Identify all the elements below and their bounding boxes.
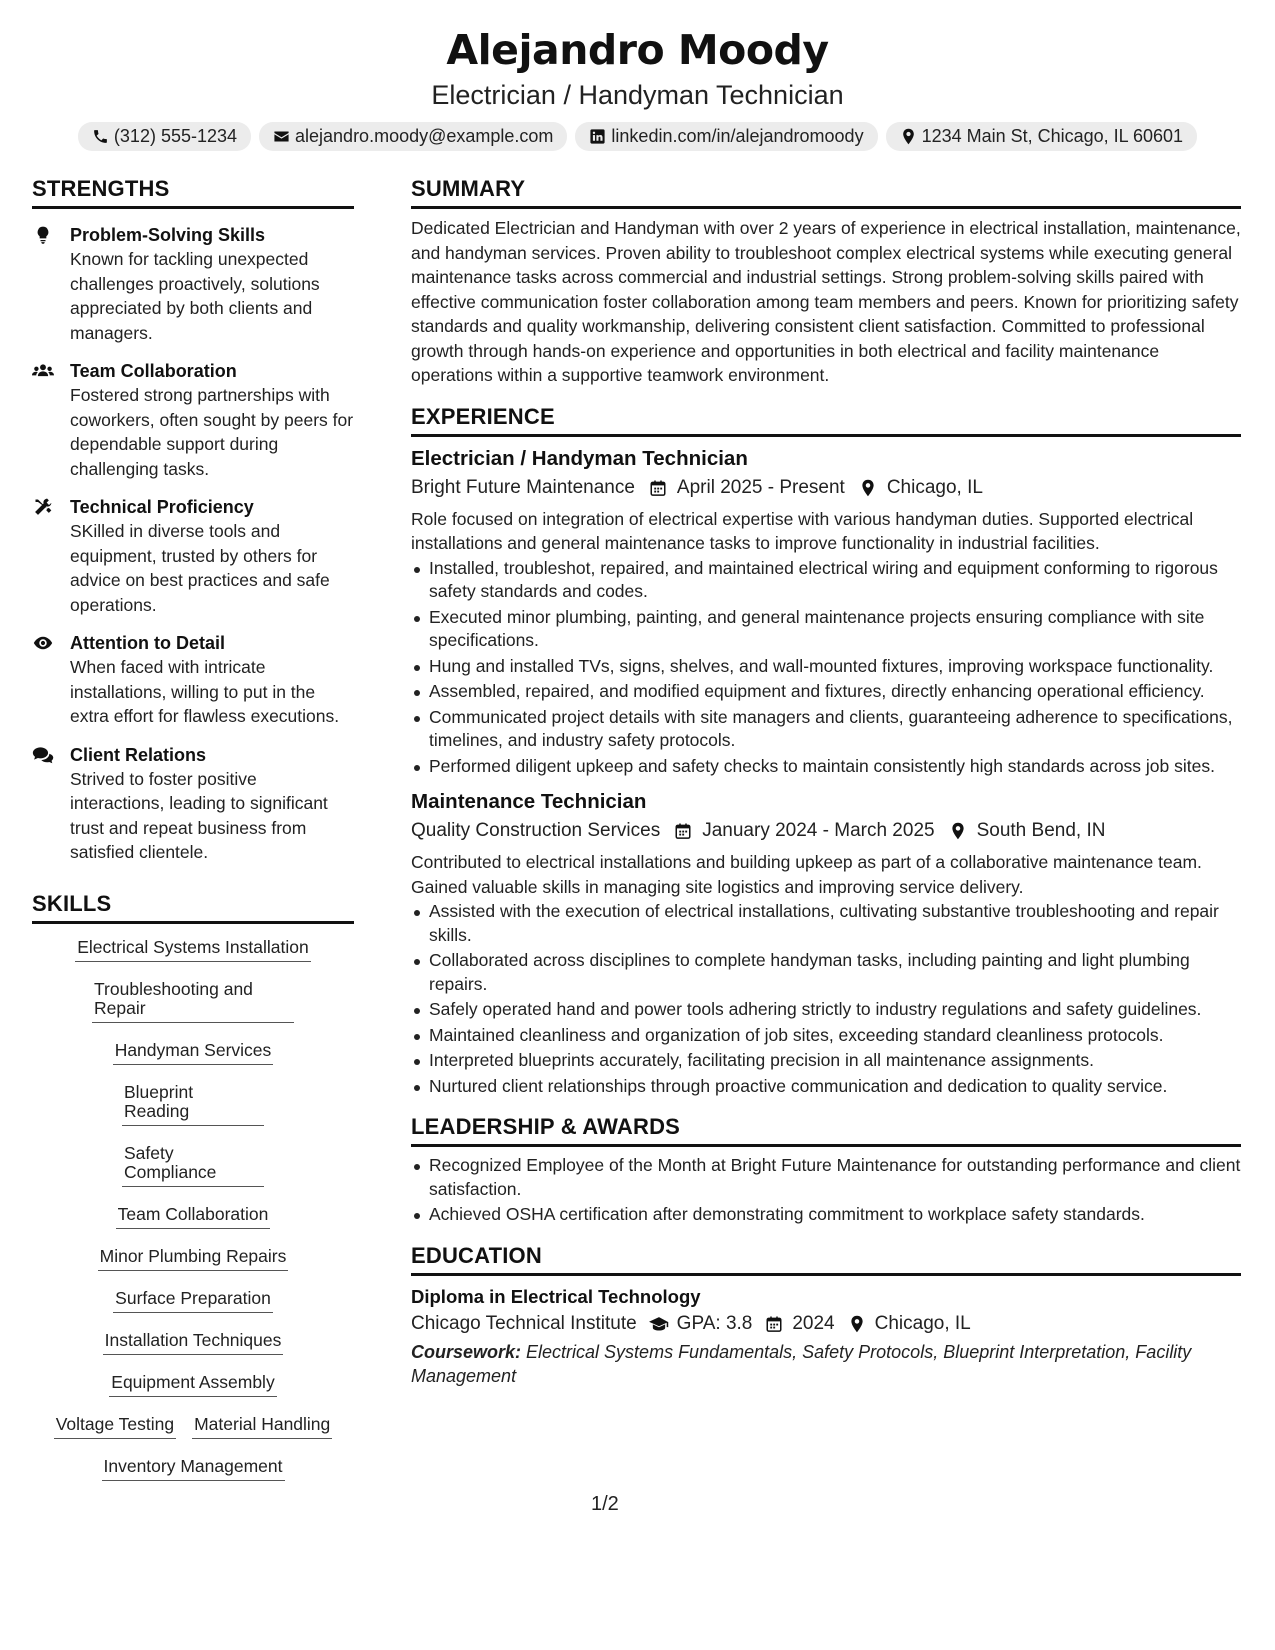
- strength-title: Team Collaboration: [70, 361, 237, 381]
- skill-tag: Voltage Testing: [54, 1411, 176, 1439]
- candidate-name: Alejandro Moody: [446, 26, 829, 74]
- education-school: Chicago Technical Institute: [411, 1312, 637, 1334]
- map-marker-icon: [900, 128, 917, 145]
- linkedin-icon: [589, 128, 606, 145]
- comments-icon: [32, 745, 54, 765]
- bullet-item: Executed minor plumbing, painting, and general maintenance projects ensuring compliance with site specifications.: [411, 606, 1241, 653]
- skills-list: [32, 934, 354, 1495]
- bullet-item: Assembled, repaired, and modified equipment and fixtures, directly enhancing operational efficiency.: [411, 680, 1241, 704]
- job-bullets: [411, 557, 1241, 779]
- map-marker-icon: [949, 822, 967, 840]
- skill-tag: Handyman Services: [113, 1037, 274, 1065]
- strength-item: [32, 743, 354, 865]
- resume-header: [0, 0, 1275, 151]
- phone-text: (312) 555-1234: [113, 126, 238, 146]
- skill-tag: Blueprint Reading: [122, 1079, 264, 1126]
- skill-tag: Electrical Systems Installation: [75, 934, 310, 962]
- job-dates: April 2025 - Present: [676, 476, 845, 498]
- contact-phone[interactable]: [78, 122, 251, 151]
- skill-tag: Inventory Management: [102, 1453, 285, 1481]
- bullet-item: Maintained cleanliness and organization of job sites, exceeding standard cleanliness protocols.: [411, 1024, 1241, 1048]
- job-meta: [411, 816, 1241, 846]
- job-title: Maintenance Technician: [411, 790, 647, 813]
- skill-tag: Equipment Assembly: [109, 1369, 276, 1397]
- strength-title: Attention to Detail: [70, 633, 225, 653]
- coursework-label: Coursework:: [411, 1341, 522, 1362]
- skills-heading: SKILLS: [32, 891, 354, 924]
- job-title: Electrician / Handyman Technician: [411, 446, 748, 470]
- coursework-text: Electrical Systems Fundamentals, Safety Protocols, Blueprint Interpretation, Facility Management: [411, 1341, 1192, 1386]
- strength-title: Client Relations: [70, 744, 207, 765]
- education-gpa: GPA: 3.8: [676, 1312, 753, 1334]
- contact-address[interactable]: [886, 122, 1198, 151]
- linkedin-text: linkedin.com/in/alejandromoody: [611, 126, 864, 146]
- bullet-item: Nurtured client relationships through proactive communication and dedication to quality service.: [411, 1075, 1241, 1099]
- bullet-item: Interpreted blueprints accurately, facilitating precision in all maintenance assignments.: [411, 1049, 1241, 1073]
- strength-desc: When faced with intricate installations, willing to put in the extra effort for flawless executions.: [70, 657, 340, 726]
- calendar-icon: [764, 1315, 784, 1333]
- strength-desc: Known for tackling unexpected challenges proactively, solutions appreciated by both clients and managers.: [70, 249, 320, 343]
- education-degree: Diploma in Electrical Technology: [411, 1285, 701, 1307]
- strength-item: [32, 223, 354, 345]
- left-column: [32, 176, 354, 1495]
- lightbulb-icon: [32, 225, 54, 245]
- bullet-item: Assisted with the execution of electrical installations, cultivating substantive troubleshooting and repair skills.: [411, 900, 1241, 947]
- tools-icon: [32, 497, 54, 517]
- bullet-item: Recognized Employee of the Month at Bright Future Maintenance for outstanding performance and client satisfaction.: [411, 1154, 1241, 1201]
- envelope-icon: [273, 128, 290, 145]
- contact-bar: [0, 122, 1275, 151]
- skill-tag: Safety Compliance: [122, 1140, 264, 1187]
- strength-desc: SKilled in diverse tools and equipment, trusted by others for advice on best practices and safe operations.: [70, 521, 330, 615]
- job-entry: [411, 445, 1241, 779]
- summary-text: Dedicated Electrician and Handyman with over 2 years of experience in electrical installation, maintenance, and handyman services. Proven ability to troubleshoot complex electrical systems while executing general maintenance tasks across commercial and industrial settings. Strong problem-solving skills paired with effective communication foster collaboration among team members and peers. Known for prioritizing safety standards and quality workmanship, delivering consistent client satisfaction. Committed to professional growth through hands-on experience and opportunities in both electrical and facility maintenance operations within a supportive teamwork environment.: [411, 218, 1241, 385]
- job-bullets: [411, 900, 1241, 1098]
- skill-tag: Minor Plumbing Repairs: [98, 1243, 289, 1271]
- strength-title: Technical Proficiency: [70, 497, 254, 517]
- map-marker-icon: [847, 1315, 867, 1333]
- skill-tag: Installation Techniques: [103, 1327, 284, 1355]
- graduation-cap-icon: [649, 1315, 669, 1333]
- email-text: alejandro.moody@example.com: [295, 126, 554, 146]
- job-meta: [411, 473, 1241, 503]
- phone-icon: [92, 128, 109, 145]
- skills-section: [32, 891, 354, 1495]
- education-heading: EDUCATION: [411, 1243, 1241, 1276]
- strength-item: [32, 359, 354, 481]
- bullet-item: Communicated project details with site managers and clients, guaranteeing adherence to specifications, timelines, and industry safety protocols.: [411, 706, 1241, 753]
- leadership-bullets: [411, 1154, 1241, 1227]
- bullet-item: Performed diligent upkeep and safety checks to maintain consistently high standards across job sites.: [411, 755, 1241, 779]
- bullet-item: Hung and installed TVs, signs, shelves, and wall-mounted fixtures, improving workspace functionality.: [411, 655, 1241, 679]
- page-number: 1/2: [591, 1493, 619, 1515]
- calendar-icon: [649, 479, 667, 497]
- job-desc: Role focused on integration of electrical expertise with various handyman duties. Supported electrical installations and general maintenance tasks to improve functionality in industrial facilities.: [411, 508, 1194, 553]
- eye-icon: [32, 633, 54, 653]
- education-location: Chicago, IL: [874, 1312, 971, 1334]
- education-meta: [411, 1310, 1241, 1338]
- leadership-heading: LEADERSHIP & AWARDS: [411, 1114, 1241, 1147]
- bullet-item: Installed, troubleshot, repaired, and maintained electrical wiring and equipment conforming to rigorous safety standards and codes.: [411, 557, 1241, 604]
- right-column: [411, 176, 1241, 1495]
- strengths-heading: STRENGTHS: [32, 176, 354, 209]
- strength-desc: Fostered strong partnerships with coworkers, often sought by peers for dependable support during challenging tasks.: [70, 385, 354, 479]
- strength-desc: Strived to foster positive interactions, leading to significant trust and repeat business from satisfied clientele.: [70, 768, 328, 862]
- job-dates: January 2024 - March 2025: [702, 820, 935, 841]
- strength-item: [32, 631, 354, 729]
- calendar-icon: [674, 822, 692, 840]
- strength-title: Problem-Solving Skills: [70, 225, 266, 245]
- contact-linkedin[interactable]: [575, 122, 877, 151]
- job-location: Chicago, IL: [886, 476, 983, 498]
- leadership-section: [411, 1114, 1241, 1227]
- address-text: 1234 Main St, Chicago, IL 60601: [921, 126, 1184, 146]
- bullet-item: Safely operated hand and power tools adhering strictly to industry regulations and safety guidelines.: [411, 998, 1241, 1022]
- job-company: Bright Future Maintenance: [411, 476, 635, 498]
- job-entry: [411, 788, 1241, 1098]
- candidate-title: Electrician / Handyman Technician: [431, 80, 844, 110]
- map-marker-icon: [859, 479, 877, 497]
- job-company: Quality Construction Services: [411, 820, 661, 841]
- experience-heading: EXPERIENCE: [411, 404, 1241, 437]
- strength-item: [32, 495, 354, 617]
- bullet-item: Collaborated across disciplines to complete handyman tasks, including painting and light plumbing repairs.: [411, 949, 1241, 996]
- resume-body: [32, 176, 1241, 1495]
- coursework: [411, 1340, 1241, 1388]
- education-section: [411, 1243, 1241, 1388]
- users-icon: [32, 361, 54, 381]
- summary-section: [411, 176, 1241, 388]
- summary-heading: SUMMARY: [411, 176, 1241, 209]
- skill-tag: Surface Preparation: [113, 1285, 273, 1313]
- bullet-item: Achieved OSHA certification after demonstrating commitment to workplace safety standards.: [411, 1203, 1241, 1227]
- experience-section: [411, 404, 1241, 1099]
- job-desc: Contributed to electrical installations and building upkeep as part of a collaborative maintenance team. Gained valuable skills in managing site logistics and improving service delivery.: [411, 852, 1202, 897]
- job-location: South Bend, IN: [976, 820, 1106, 841]
- skill-tag: Troubleshooting and Repair: [92, 976, 294, 1023]
- contact-email[interactable]: [259, 122, 567, 151]
- education-year: 2024: [792, 1312, 835, 1334]
- skill-tag: Team Collaboration: [116, 1201, 271, 1229]
- skill-tag: Material Handling: [192, 1411, 332, 1439]
